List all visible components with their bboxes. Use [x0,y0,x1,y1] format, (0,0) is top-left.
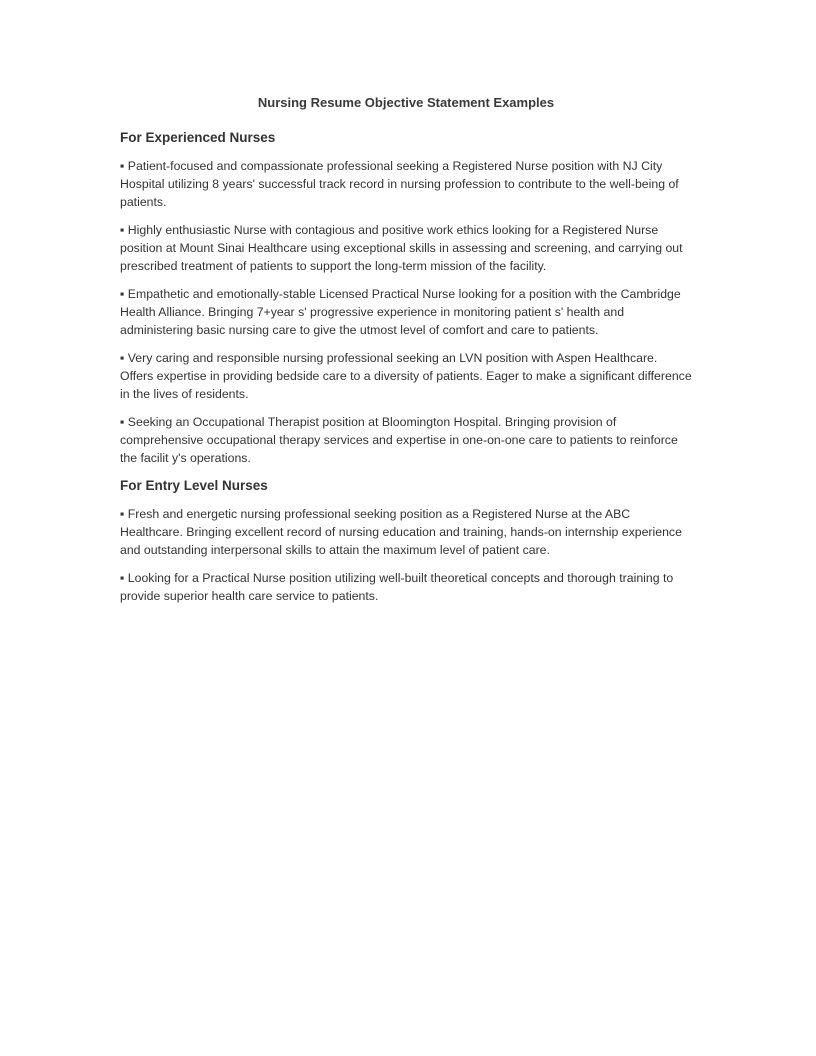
page-title: Nursing Resume Objective Statement Examples [257,95,555,110]
section-experienced-nurses [120,129,692,467]
section-heading: For Entry Level Nurses [120,478,268,493]
section-heading: For Experienced Nurses [120,130,276,145]
list-item: ▪ Highly enthusiastic Nurse with contagious and positive work ethics looking for a Registered Nurse position at Mount Sinai Healthcare using exceptional skills in assessing and screening, and carrying out prescribed treatment of patients to support the long-term mission of the facility. [120,223,683,273]
section-entry-level-nurses [120,477,692,605]
document-page [120,94,692,615]
list-item: ▪ Empathetic and emotionally-stable Licensed Practical Nurse looking for a position with the Cambridge Health Alliance. Bringing 7+year s' progressive experience in monitoring patient s' health and administering basic nursing care to give the utmost level of comfort and care to patients. [120,287,681,337]
list-item: ▪ Seeking an Occupational Therapist position at Bloomington Hospital. Bringing provision of comprehensive occupational therapy services and expertise in one-on-one care to patients to reinforce the facilit y's operations. [120,415,678,465]
list-item: ▪ Fresh and energetic nursing professional seeking position as a Registered Nurse at the ABC Healthcare. Bringing excellent record of nursing education and training, hands-on internship experience and outstanding interpersonal skills to attain the maximum level of patient care. [120,507,682,557]
list-item: ▪ Very caring and responsible nursing professional seeking an LVN position with Aspen Healthcare. Offers expertise in providing bedside care to a diversity of patients. Eager to make a significant difference in the lives of residents. [120,351,692,401]
list-item: ▪ Patient-focused and compassionate professional seeking a Registered Nurse position with NJ City Hospital utilizing 8 years' successful track record in nursing profession to contribute to the well-being of patients. [120,159,679,209]
list-item: ▪ Looking for a Practical Nurse position utilizing well-built theoretical concepts and thorough training to provide superior health care service to patients. [120,571,674,603]
